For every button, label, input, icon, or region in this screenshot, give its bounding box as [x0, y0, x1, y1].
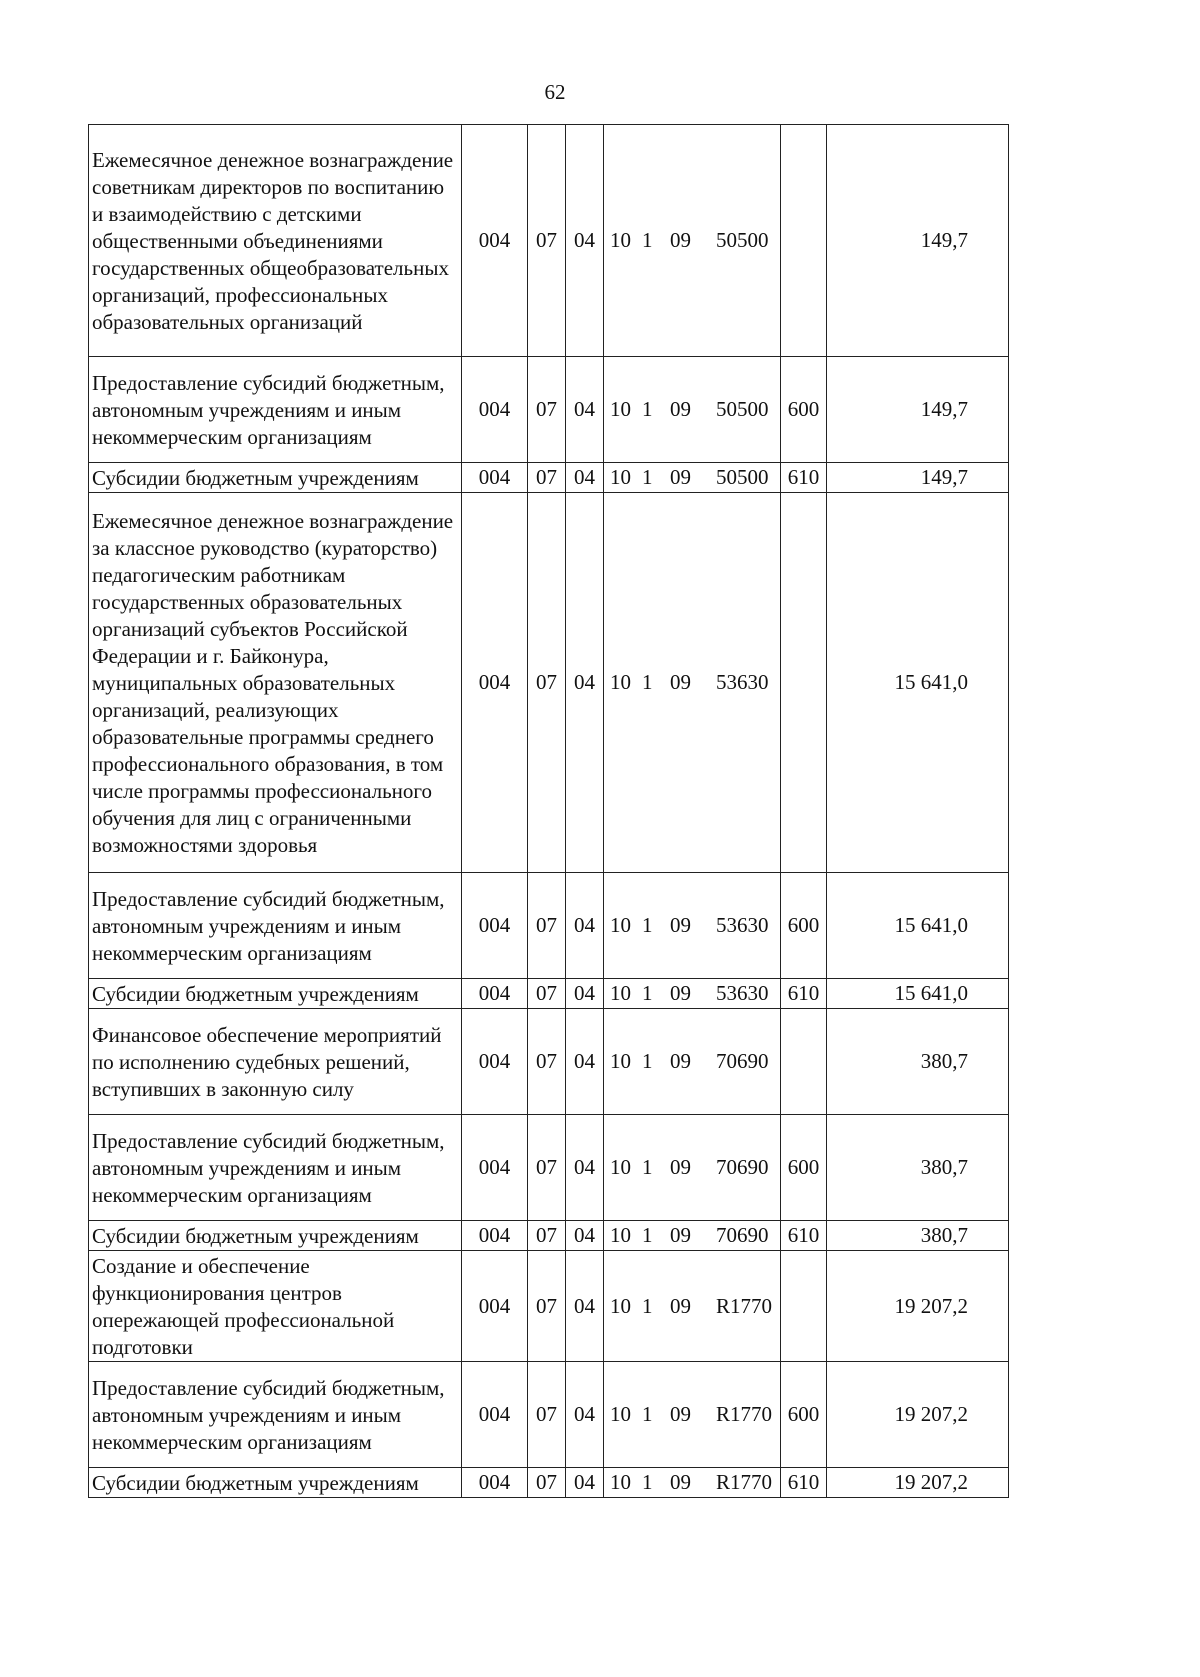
target-article-code: 50500 [716, 465, 769, 489]
page-number: 62 [544, 80, 566, 104]
row-sum-cell: 15 641,0 [827, 493, 1009, 873]
target-article-code: R1770 [716, 1402, 773, 1426]
row-expense-type-cell: 610 [781, 1468, 827, 1498]
row-name-cell: Субсидии бюджетным учреждениям [89, 1468, 462, 1498]
row-subsection-cell: 04 [566, 493, 604, 873]
row-ved-cell: 004 [462, 1115, 528, 1221]
row-name-cell: Ежемесячное денежное вознаграждение советникам директоров по воспитанию и взаимодействию с детскими общественными объединениями государственных общеобразовательных организаций, профессиональных образовательных организаций [89, 125, 462, 357]
row-target-article-cell [604, 493, 781, 873]
row-subsection-cell: 04 [566, 1115, 604, 1221]
row-subsection-cell: 04 [566, 1362, 604, 1468]
row-section-cell: 07 [528, 463, 566, 493]
table-row [89, 873, 1009, 979]
row-subsection-cell: 04 [566, 1468, 604, 1498]
target-article-subprogram: 1 [642, 670, 653, 694]
row-name-cell: Предоставление субсидий бюджетным, автономным учреждениям и иным некоммерческим организациям [89, 873, 462, 979]
row-expense-type-cell: 600 [781, 357, 827, 463]
target-article-program: 10 [610, 981, 631, 1005]
target-article-code: 70690 [716, 1223, 769, 1247]
row-ved-cell: 004 [462, 979, 528, 1009]
row-ved-cell: 004 [462, 463, 528, 493]
row-section-cell: 07 [528, 979, 566, 1009]
target-article-subprogram: 1 [642, 1049, 653, 1073]
row-section-cell: 07 [528, 1115, 566, 1221]
row-target-article-cell [604, 1009, 781, 1115]
row-name-cell: Финансовое обеспечение мероприятий по исполнению судебных решений, вступивших в законную силу [89, 1009, 462, 1115]
row-expense-type-cell [781, 1009, 827, 1115]
row-expense-type-cell [781, 1251, 827, 1362]
row-subsection-cell: 04 [566, 357, 604, 463]
target-article-event: 09 [670, 465, 691, 489]
row-subsection-cell: 04 [566, 125, 604, 357]
target-article-event: 09 [670, 670, 691, 694]
table-row [89, 1468, 1009, 1498]
target-article-subprogram: 1 [642, 1223, 653, 1247]
row-target-article-cell [604, 873, 781, 979]
table-row [89, 1362, 1009, 1468]
table-row [89, 979, 1009, 1009]
row-target-article-cell [604, 1362, 781, 1468]
row-name-cell: Предоставление субсидий бюджетным, автономным учреждениям и иным некоммерческим организациям [89, 1115, 462, 1221]
target-article-program: 10 [610, 465, 631, 489]
row-section-cell: 07 [528, 1362, 566, 1468]
row-name-cell: Создание и обеспечение функционирования центров опережающей профессиональной подготовки [89, 1251, 462, 1362]
row-section-cell: 07 [528, 493, 566, 873]
target-article-code: R1770 [716, 1470, 773, 1494]
target-article-event: 09 [670, 1402, 691, 1426]
target-article-event: 09 [670, 1049, 691, 1073]
row-subsection-cell: 04 [566, 979, 604, 1009]
row-expense-type-cell [781, 125, 827, 357]
row-expense-type-cell: 600 [781, 1362, 827, 1468]
target-article-subprogram: 1 [642, 465, 653, 489]
row-section-cell: 07 [528, 125, 566, 357]
target-article-event: 09 [670, 1155, 691, 1179]
row-expense-type-cell: 610 [781, 979, 827, 1009]
row-expense-type-cell: 600 [781, 1115, 827, 1221]
target-article-subprogram: 1 [642, 1402, 653, 1426]
row-expense-type-cell: 610 [781, 463, 827, 493]
row-name-cell: Субсидии бюджетным учреждениям [89, 979, 462, 1009]
row-sum-cell: 149,7 [827, 463, 1009, 493]
target-article-subprogram: 1 [642, 1293, 653, 1318]
target-article-program: 10 [610, 1470, 631, 1494]
table-row [89, 1221, 1009, 1251]
row-ved-cell: 004 [462, 1221, 528, 1251]
row-ved-cell: 004 [462, 1251, 528, 1362]
row-sum-cell: 380,7 [827, 1115, 1009, 1221]
row-expense-type-cell: 600 [781, 873, 827, 979]
target-article-program: 10 [610, 397, 631, 421]
table-row [89, 1115, 1009, 1221]
row-sum-cell: 19 207,2 [827, 1251, 1009, 1362]
row-sum-cell: 19 207,2 [827, 1468, 1009, 1498]
row-subsection-cell: 04 [566, 463, 604, 493]
row-sum-cell: 19 207,2 [827, 1362, 1009, 1468]
table-row [89, 493, 1009, 873]
row-ved-cell: 004 [462, 1009, 528, 1115]
row-target-article-cell [604, 463, 781, 493]
row-sum-cell: 380,7 [827, 1221, 1009, 1251]
row-name-cell: Предоставление субсидий бюджетным, автономным учреждениям и иным некоммерческим организациям [89, 357, 462, 463]
target-article-event: 09 [670, 228, 691, 252]
table-row [89, 1009, 1009, 1115]
row-target-article-cell [604, 125, 781, 357]
row-sum-cell: 15 641,0 [827, 873, 1009, 979]
row-target-article-cell [604, 979, 781, 1009]
row-section-cell: 07 [528, 1251, 566, 1362]
budget-table-body [89, 125, 1009, 1498]
row-name-cell: Субсидии бюджетным учреждениям [89, 463, 462, 493]
target-article-event: 09 [670, 397, 691, 421]
row-name-cell: Субсидии бюджетным учреждениям [89, 1221, 462, 1251]
row-section-cell: 07 [528, 1221, 566, 1251]
row-ved-cell: 004 [462, 1468, 528, 1498]
target-article-program: 10 [610, 670, 631, 694]
row-ved-cell: 004 [462, 1362, 528, 1468]
target-article-event: 09 [670, 1470, 691, 1494]
row-ved-cell: 004 [462, 125, 528, 357]
table-row [89, 1251, 1009, 1362]
target-article-code: 53630 [716, 670, 769, 694]
row-target-article-cell [604, 1221, 781, 1251]
row-ved-cell: 004 [462, 873, 528, 979]
target-article-code: 50500 [716, 228, 769, 252]
target-article-event: 09 [670, 1293, 691, 1318]
target-article-code: 53630 [716, 913, 769, 937]
row-subsection-cell: 04 [566, 1009, 604, 1115]
row-expense-type-cell: 610 [781, 1221, 827, 1251]
target-article-code: 50500 [716, 397, 769, 421]
target-article-subprogram: 1 [642, 397, 653, 421]
target-article-subprogram: 1 [642, 981, 653, 1005]
target-article-code: 70690 [716, 1155, 769, 1179]
row-sum-cell: 15 641,0 [827, 979, 1009, 1009]
table-row [89, 463, 1009, 493]
target-article-subprogram: 1 [642, 228, 653, 252]
target-article-event: 09 [670, 981, 691, 1005]
budget-table [88, 124, 1009, 1498]
target-article-code: 70690 [716, 1049, 769, 1073]
target-article-event: 09 [670, 913, 691, 937]
row-sum-cell: 149,7 [827, 357, 1009, 463]
row-sum-cell: 149,7 [827, 125, 1009, 357]
row-name-cell: Ежемесячное денежное вознаграждение за классное руководство (кураторство) педагогическим работникам государственных образовательных организаций субъектов Российской Федерации и г. Байконура, муниципальных образовательных организаций, реализующих образовательные программы среднего профессионального образования, в том числе программы профессионального обучения для лиц с ограниченными возможностями здоровья [89, 493, 462, 873]
row-subsection-cell: 04 [566, 1221, 604, 1251]
row-section-cell: 07 [528, 873, 566, 979]
target-article-code: R1770 [716, 1293, 773, 1318]
row-subsection-cell: 04 [566, 873, 604, 979]
row-target-article-cell [604, 1115, 781, 1221]
target-article-program: 10 [610, 1155, 631, 1179]
target-article-program: 10 [610, 1223, 631, 1247]
target-article-subprogram: 1 [642, 1155, 653, 1179]
row-target-article-cell [604, 1251, 781, 1362]
target-article-subprogram: 1 [642, 1470, 653, 1494]
row-section-cell: 07 [528, 1468, 566, 1498]
target-article-event: 09 [670, 1223, 691, 1247]
row-section-cell: 07 [528, 357, 566, 463]
target-article-program: 10 [610, 1049, 631, 1073]
target-article-program: 10 [610, 1293, 631, 1318]
target-article-program: 10 [610, 228, 631, 252]
row-name-cell: Предоставление субсидий бюджетным, автономным учреждениям и иным некоммерческим организациям [89, 1362, 462, 1468]
row-sum-cell: 380,7 [827, 1009, 1009, 1115]
row-section-cell: 07 [528, 1009, 566, 1115]
table-row [89, 125, 1009, 357]
target-article-program: 10 [610, 1402, 631, 1426]
row-target-article-cell [604, 1468, 781, 1498]
row-ved-cell: 004 [462, 493, 528, 873]
row-target-article-cell [604, 357, 781, 463]
row-expense-type-cell [781, 493, 827, 873]
target-article-code: 53630 [716, 981, 769, 1005]
row-subsection-cell: 04 [566, 1251, 604, 1362]
target-article-program: 10 [610, 913, 631, 937]
target-article-subprogram: 1 [642, 913, 653, 937]
row-ved-cell: 004 [462, 357, 528, 463]
table-row [89, 357, 1009, 463]
